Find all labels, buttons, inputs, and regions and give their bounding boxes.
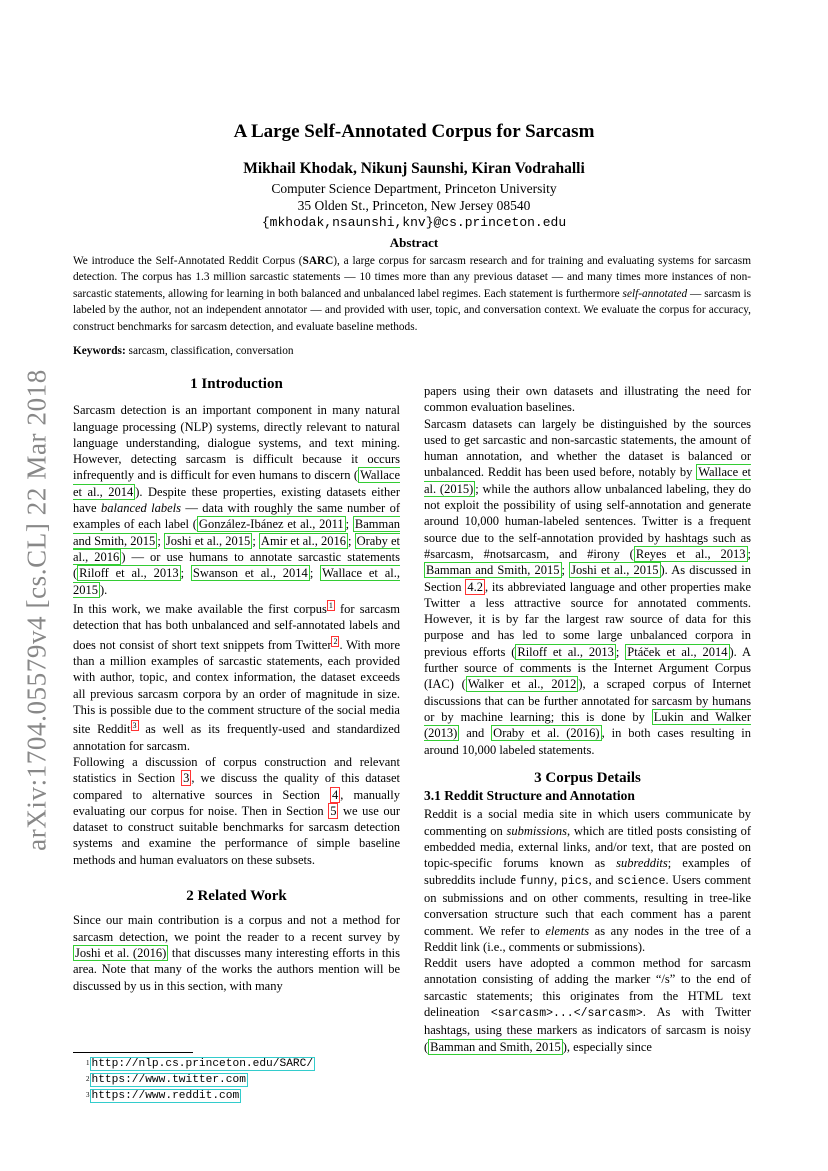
section-ref-link[interactable]: 5 bbox=[330, 803, 337, 818]
intro-paragraph-2: In this work, we make available the first corpus $^1$ for sarcasm detection that has both unbalanced and self-annotated labels and does not consist of short text snippets from Twitter $^2$ . With more than a million examples of sarcastic statements, each provided with author, topic, and contex information, the dataset exceeds all previous sarcasm corpora by an order of magnitude in size. This is possible due to the comment structure of the social media site Reddit $^3$ as well as its frequently-used and standardized annotation for sarcasm. bbox=[73, 600, 401, 753]
reddit-paragraph-1: Reddit is a social media site in which users communicate by commenting on submissions, which are titled posts consisting of embedded media, external links, and/or text, that are posted on topic-specific forums known as subreddits; examples of subreddits include funny, pics, and science. Users comment on submissions and on other comments, resulting in tree-like conversation structure such that each comment has a parent comment. We refer to elements as any nodes in the tree of a Reddit link (i.e., comments or submissions). bbox=[424, 807, 751, 954]
reddit-paragraph-2: Reddit users have adopted a common method for sarcasm annotation consisting of adding the marker “/s” to the end of sarcastic statements; this originates from the HTML text delineation <sarcasm>...</sarcasm>. As with Twitter hashtags, using these markers as indicators of sarcasm is noisy ( Bamman and Smith, 2015 ), especially since bbox=[424, 956, 751, 1054]
related-paragraph: Since our main contribution is a corpus and not a method for sarcasm detection, we point the reader to a recent survey by Joshi et al. (2016) that discusses many interesting efforts in this area. Note that many of the works the authors mention will be discussed by us in this section, with many bbox=[73, 913, 400, 993]
citation-link[interactable]: Wallace et al., 2015 bbox=[73, 566, 401, 597]
abstract-body: We introduce the Self-Annotated Reddit Corpus (SARC), a large corpus for sarcasm research and for training and evaluating systems for sarcasm detection. The corpus has 1.3 million sarcastic statements — 10 times more than any previous dataset — and many times more instances of non-sarcastic statements, allowing for learning in both balanced and unbalanced label regimes. Each statement is furthermore self-annotated — sarcasm is labeled by the author, not an independent annotator — and provided with user, topic, and conversation context. We evaluate the corpus for accuracy, construct benchmarks for sarcasm detection, and evaluate baseline methods. bbox=[73, 255, 751, 333]
citation-link[interactable]: Riloff et al., 2013 bbox=[79, 566, 179, 581]
authors: Mikhail Khodak, Nikunj Saunshi, Kiran Vodrahalli bbox=[243, 160, 585, 177]
citation-link[interactable]: Ptáček et al., 2014 bbox=[627, 644, 728, 659]
citation-link[interactable]: Riloff et al., 2013 bbox=[517, 644, 614, 659]
citation-link[interactable]: Joshi et al., 2015 bbox=[571, 563, 659, 578]
section-heading-corpus-details: 3 Corpus Details bbox=[534, 769, 641, 786]
citation-link[interactable]: Joshi et al., 2015 bbox=[165, 533, 251, 548]
section-ref-link[interactable]: 3 bbox=[183, 771, 190, 786]
affiliation-email: {mkhodak,nsaunshi,knv}@cs.princeton.edu bbox=[261, 215, 567, 230]
citation-link[interactable]: Lukin and Walker (2013) bbox=[424, 709, 751, 741]
affiliation-dept: Computer Science Department, Princeton University bbox=[271, 181, 557, 196]
citation-link[interactable]: Oraby et al., 2016 bbox=[73, 533, 400, 564]
citation-link[interactable]: Bamman and Smith, 2015 bbox=[73, 517, 400, 548]
left-column bbox=[73, 376, 401, 994]
citation-link[interactable]: Joshi et al. (2016) bbox=[75, 945, 167, 960]
citation-link[interactable]: Bamman and Smith, 2015 bbox=[430, 1039, 561, 1054]
footnote-ref[interactable]: 3 bbox=[132, 721, 137, 731]
section-heading-introduction: 1 Introduction bbox=[190, 376, 283, 392]
citation-link[interactable]: Wallace et al., 2014 bbox=[73, 468, 400, 499]
footnote-url-link[interactable]: https://www.twitter.com bbox=[91, 1074, 246, 1086]
paper-title: A Large Self-Annotated Corpus for Sarcasm bbox=[233, 121, 595, 142]
intro-paragraph-1: Sarcasm detection is an important component in many natural language processing (NLP) systems, directly relevant to natural language understanding, dialogue systems, and text mining. However, detecting sarcasm is difficult because it occurs infrequently and is difficult for even humans to discern ( Wallace et al., 2014 ). Despite these properties, existing datasets either have balanced labels — data with roughly the same number of examples of each label ( González-Ibánez et al., 2011 ; Bamman and Smith, 2015 ; Joshi et al., 2015 ; Amir et al., 2016 ; Oraby et al., 2016 ) — or use humans to annotate sarcastic statements ( Riloff et al., 2013 ; Swanson et al., 2014 ; Wallace et al., 2015 ). bbox=[73, 403, 401, 597]
citation-link[interactable]: Oraby et al. (2016) bbox=[493, 726, 600, 741]
footnote-1: $^1$ http://nlp.cs.princeton.edu/SARC/ bbox=[86, 1058, 314, 1070]
section-heading-related-work: 2 Related Work bbox=[186, 888, 287, 905]
footnote-ref[interactable]: 2 bbox=[333, 636, 338, 646]
citation-link[interactable]: Swanson et al., 2014 bbox=[192, 566, 308, 581]
footnote-rule bbox=[73, 1052, 193, 1053]
intro-paragraph-3: Following a discussion of corpus construction and relevant statistics in Section 3 , we discuss the quality of this dataset compared to alternative sources in Section 4 , manually evaluating our corpus for noise. Then in Section 5 we use our dataset to construct suitable benchmarks for sarcasm detection systems and examine the performance of simple baseline methods and human evaluators on these subsets. bbox=[73, 755, 400, 867]
citation-link[interactable]: Amir et al., 2016 bbox=[260, 533, 346, 548]
section-ref-link[interactable]: 4 bbox=[332, 787, 339, 802]
citation-link[interactable]: González-Ibánez et al., 2011 bbox=[198, 517, 344, 532]
section-ref-link[interactable]: 4.2 bbox=[467, 579, 483, 594]
arxiv-stamp: arXiv:1704.05579v4 [cs.CL] 22 Mar 2018 bbox=[21, 369, 52, 851]
footnote-url-link[interactable]: https://www.reddit.com bbox=[91, 1090, 240, 1102]
citation-link[interactable]: Walker et al., 2012 bbox=[467, 677, 577, 692]
keywords: Keywords: sarcasm, classification, conversation bbox=[73, 345, 294, 357]
footnote-url-link[interactable]: http://nlp.cs.princeton.edu/SARC/ bbox=[91, 1058, 314, 1070]
citation-link[interactable]: Bamman and Smith, 2015 bbox=[426, 563, 560, 578]
related-paragraph-continued: papers using their own datasets and illustrating the need for common evaluation baselines. bbox=[424, 384, 751, 415]
footnote-ref[interactable]: 1 bbox=[328, 600, 333, 610]
citation-link[interactable]: Wallace et al. (2015) bbox=[424, 465, 751, 496]
right-column bbox=[424, 383, 751, 1055]
related-paragraph-2: Sarcasm datasets can largely be distinguished by the sources used to get sarcastic and non-sarcastic statements, the amount of human annotation, and whether the dataset is balanced or unbalanced. Reddit has been used before, notably by Wallace et al. (2015) ; while the authors allow unbalanced labeling, they do not exploit the possibility of using self-annotation and generate around 10,000 human-labeled sentences. Twitter is a frequent source due to the self-annotation provided by hashtags such as #sarcasm, #notsarcasm, and #irony ( Reyes et al., 2013 ; Bamman and Smith, 2015 ; Joshi et al., 2015 ). As discussed in Section 4.2 , its abbreviated language and other properties make Twitter a less attractive source for annotated comments. However, it is by far the largest raw source of data for this purpose and has led to some large unbalanced corpora in previous efforts ( Riloff et al., 2013 ; Ptáček et al., 2014 ). A further source of comments is the Internet Argument Corpus (IAC) ( Walker et al., 2012 ), a scraped corpus of Internet discussions that can be further annotated for sarcasm by humans or by machine learning; this is done by Lukin and Walker (2013) and Oraby et al. (2016) , in both cases resulting in around 10,000 labeled statements. bbox=[424, 416, 752, 757]
citation-link[interactable]: Reyes et al., 2013 bbox=[635, 546, 746, 561]
subsection-heading-reddit-structure: 3.1 Reddit Structure and Annotation bbox=[424, 788, 635, 804]
footnote-3: $^3$ https://www.reddit.com bbox=[86, 1090, 240, 1102]
abstract-heading: Abstract bbox=[389, 235, 439, 250]
affiliation-address: 35 Olden St., Princeton, New Jersey 08540 bbox=[297, 198, 531, 213]
footnote-2: $^2$ https://www.twitter.com bbox=[86, 1074, 246, 1086]
